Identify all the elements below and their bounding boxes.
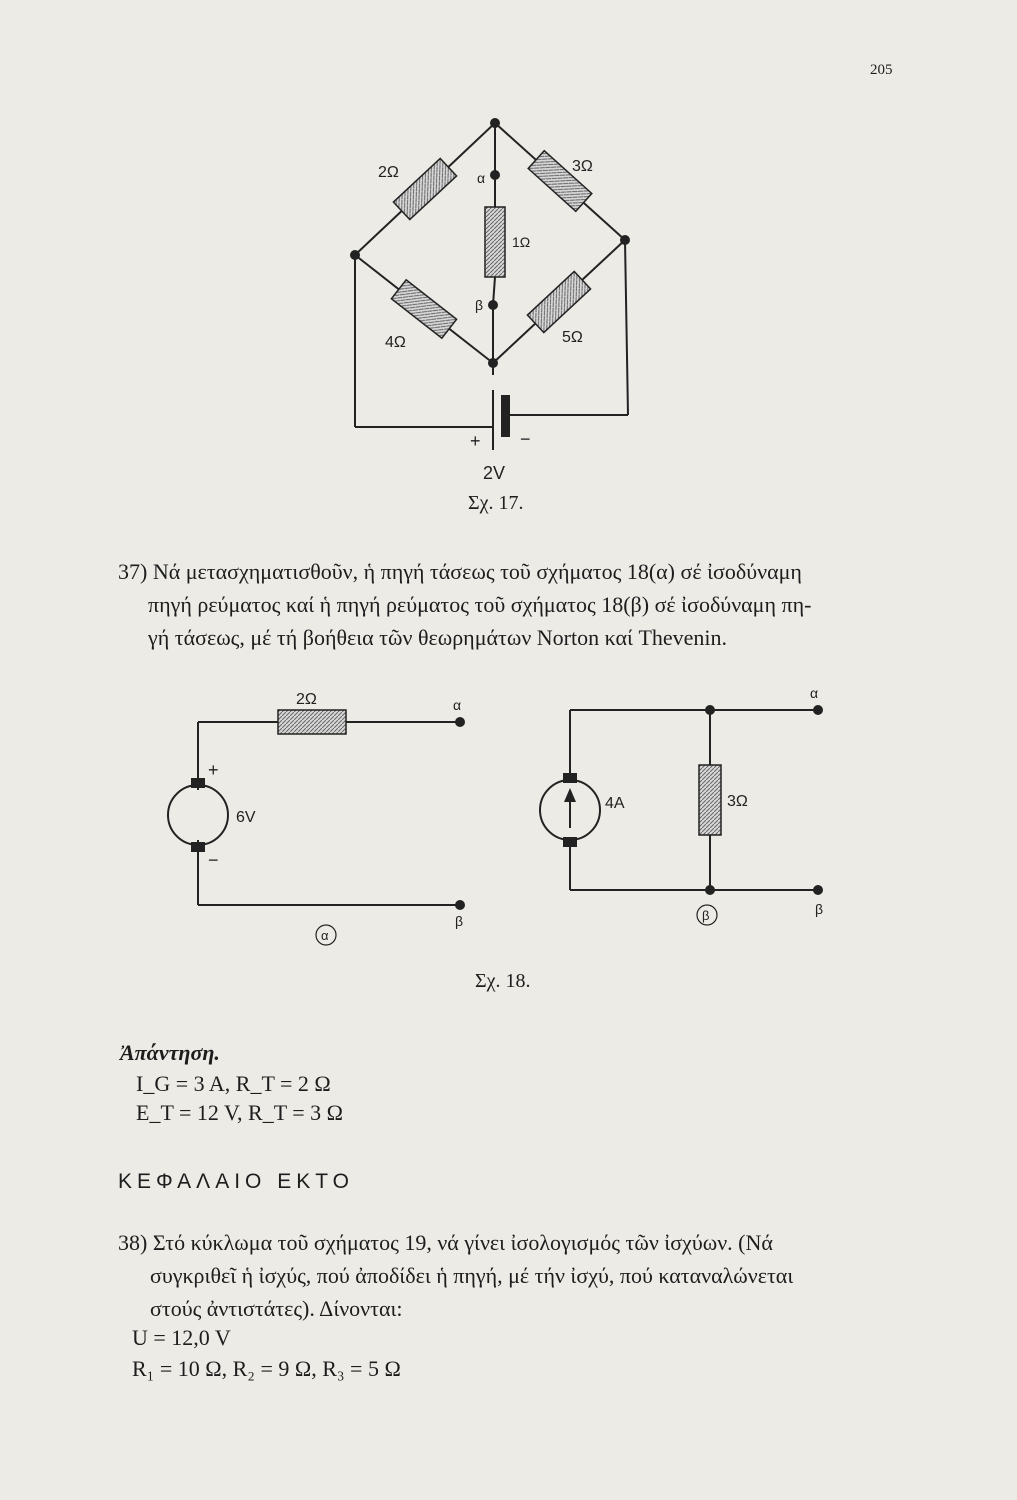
answer-line: E_T = 12 V, R_T = 3 Ω [136,1100,344,1125]
problem-38-line: συγκριθεῖ ἡ ἰσχύς, πού ἀποδίδει ἡ πηγή, μέ τήν ἰσχύ, πού καταναλώνεται [150,1263,794,1288]
figure-18a-voltage-source [150,680,480,955]
resistor-5-ohm [527,271,590,332]
current-arrow-icon [564,788,576,802]
tag-alpha: α [321,928,329,943]
given-resistances: R₁ = 10 Ω, R₂ = 9 Ω, R₃ = 5 Ω [132,1356,401,1381]
label-minus-18a: − [208,850,219,870]
label-1-ohm: 1Ω [512,234,531,250]
problem-37-line: πηγή ρεύματος καί ἡ πηγή ρεύματος τοῦ σχήματος 18(β) σέ ἰσοδύναμη πη- [148,592,812,617]
source-minus-terminal [191,842,205,852]
label-4a: 4A [605,795,625,812]
figure-18b-current-source [530,680,840,955]
answer-title: Ἀπάντηση. [120,1040,220,1065]
resistor-4-ohm [391,280,456,338]
node-alpha-dot [490,170,500,180]
label-2-ohm-18a: 2Ω [296,691,317,708]
given-voltage: U = 12,0 V [132,1325,231,1350]
resistor-3-ohm-18b [699,765,721,835]
resistor-2-ohm-18a [278,710,346,734]
page-number: 205 [870,62,893,78]
battery-minus: − [520,429,531,449]
battery-plus: + [470,431,481,451]
label-node-alpha: α [477,170,486,186]
figure-18-caption: Σχ. 18. [475,970,531,992]
problem-38-line: 38) Στό κύκλωμα τοῦ σχήματος 19, νά γίνει ἰσολογισμός τῶν ἰσχύων. (Νά [118,1230,773,1255]
problem-37-line: 37) Νά μετασχηματισθοῦν, ἡ πηγή τάσεως τοῦ σχήματος 18(α) σέ ἰσοδύναμη [118,559,802,584]
label-3-ohm-18b: 3Ω [727,793,748,810]
problem-37 [118,555,918,654]
problem-38 [118,1226,918,1325]
battery-long-plate [501,395,510,437]
label-node-beta-18b: β [815,901,824,917]
label-2-ohm: 2Ω [378,164,399,181]
figure-17-bridge-circuit [330,105,660,490]
node-beta-dot [488,300,498,310]
chapter-heading: ΚΕΦΑΛΑΙΟ ΕΚΤΟ [118,1170,355,1193]
figure-17-caption: Σχ. 17. [468,492,524,514]
label-plus-18a: + [208,760,219,780]
battery-voltage: 2V [483,463,506,483]
resistor-2-ohm [393,158,456,219]
label-node-alpha-18a: α [453,697,462,713]
resistor-1-ohm [485,207,505,277]
label-4-ohm: 4Ω [385,334,406,351]
label-node-beta-18a: β [455,913,464,929]
label-3-ohm: 3Ω [572,158,593,175]
tag-beta: β [702,908,710,923]
label-node-beta: β [475,297,484,313]
answer-line: I_G = 3 A, R_T = 2 Ω [136,1071,331,1096]
voltage-source-circle [168,785,228,845]
problem-37-line: γή τάσεως, μέ τή βοήθεια τῶν θεωρημάτων Norton καί Thevenin. [148,625,728,650]
label-5-ohm: 5Ω [562,329,583,346]
label-node-alpha-18b: α [810,685,819,701]
label-6v: 6V [236,809,256,826]
source-plus-terminal [191,778,205,788]
problem-38-line: στούς ἀντιστάτες). Δίνονται: [150,1296,403,1321]
